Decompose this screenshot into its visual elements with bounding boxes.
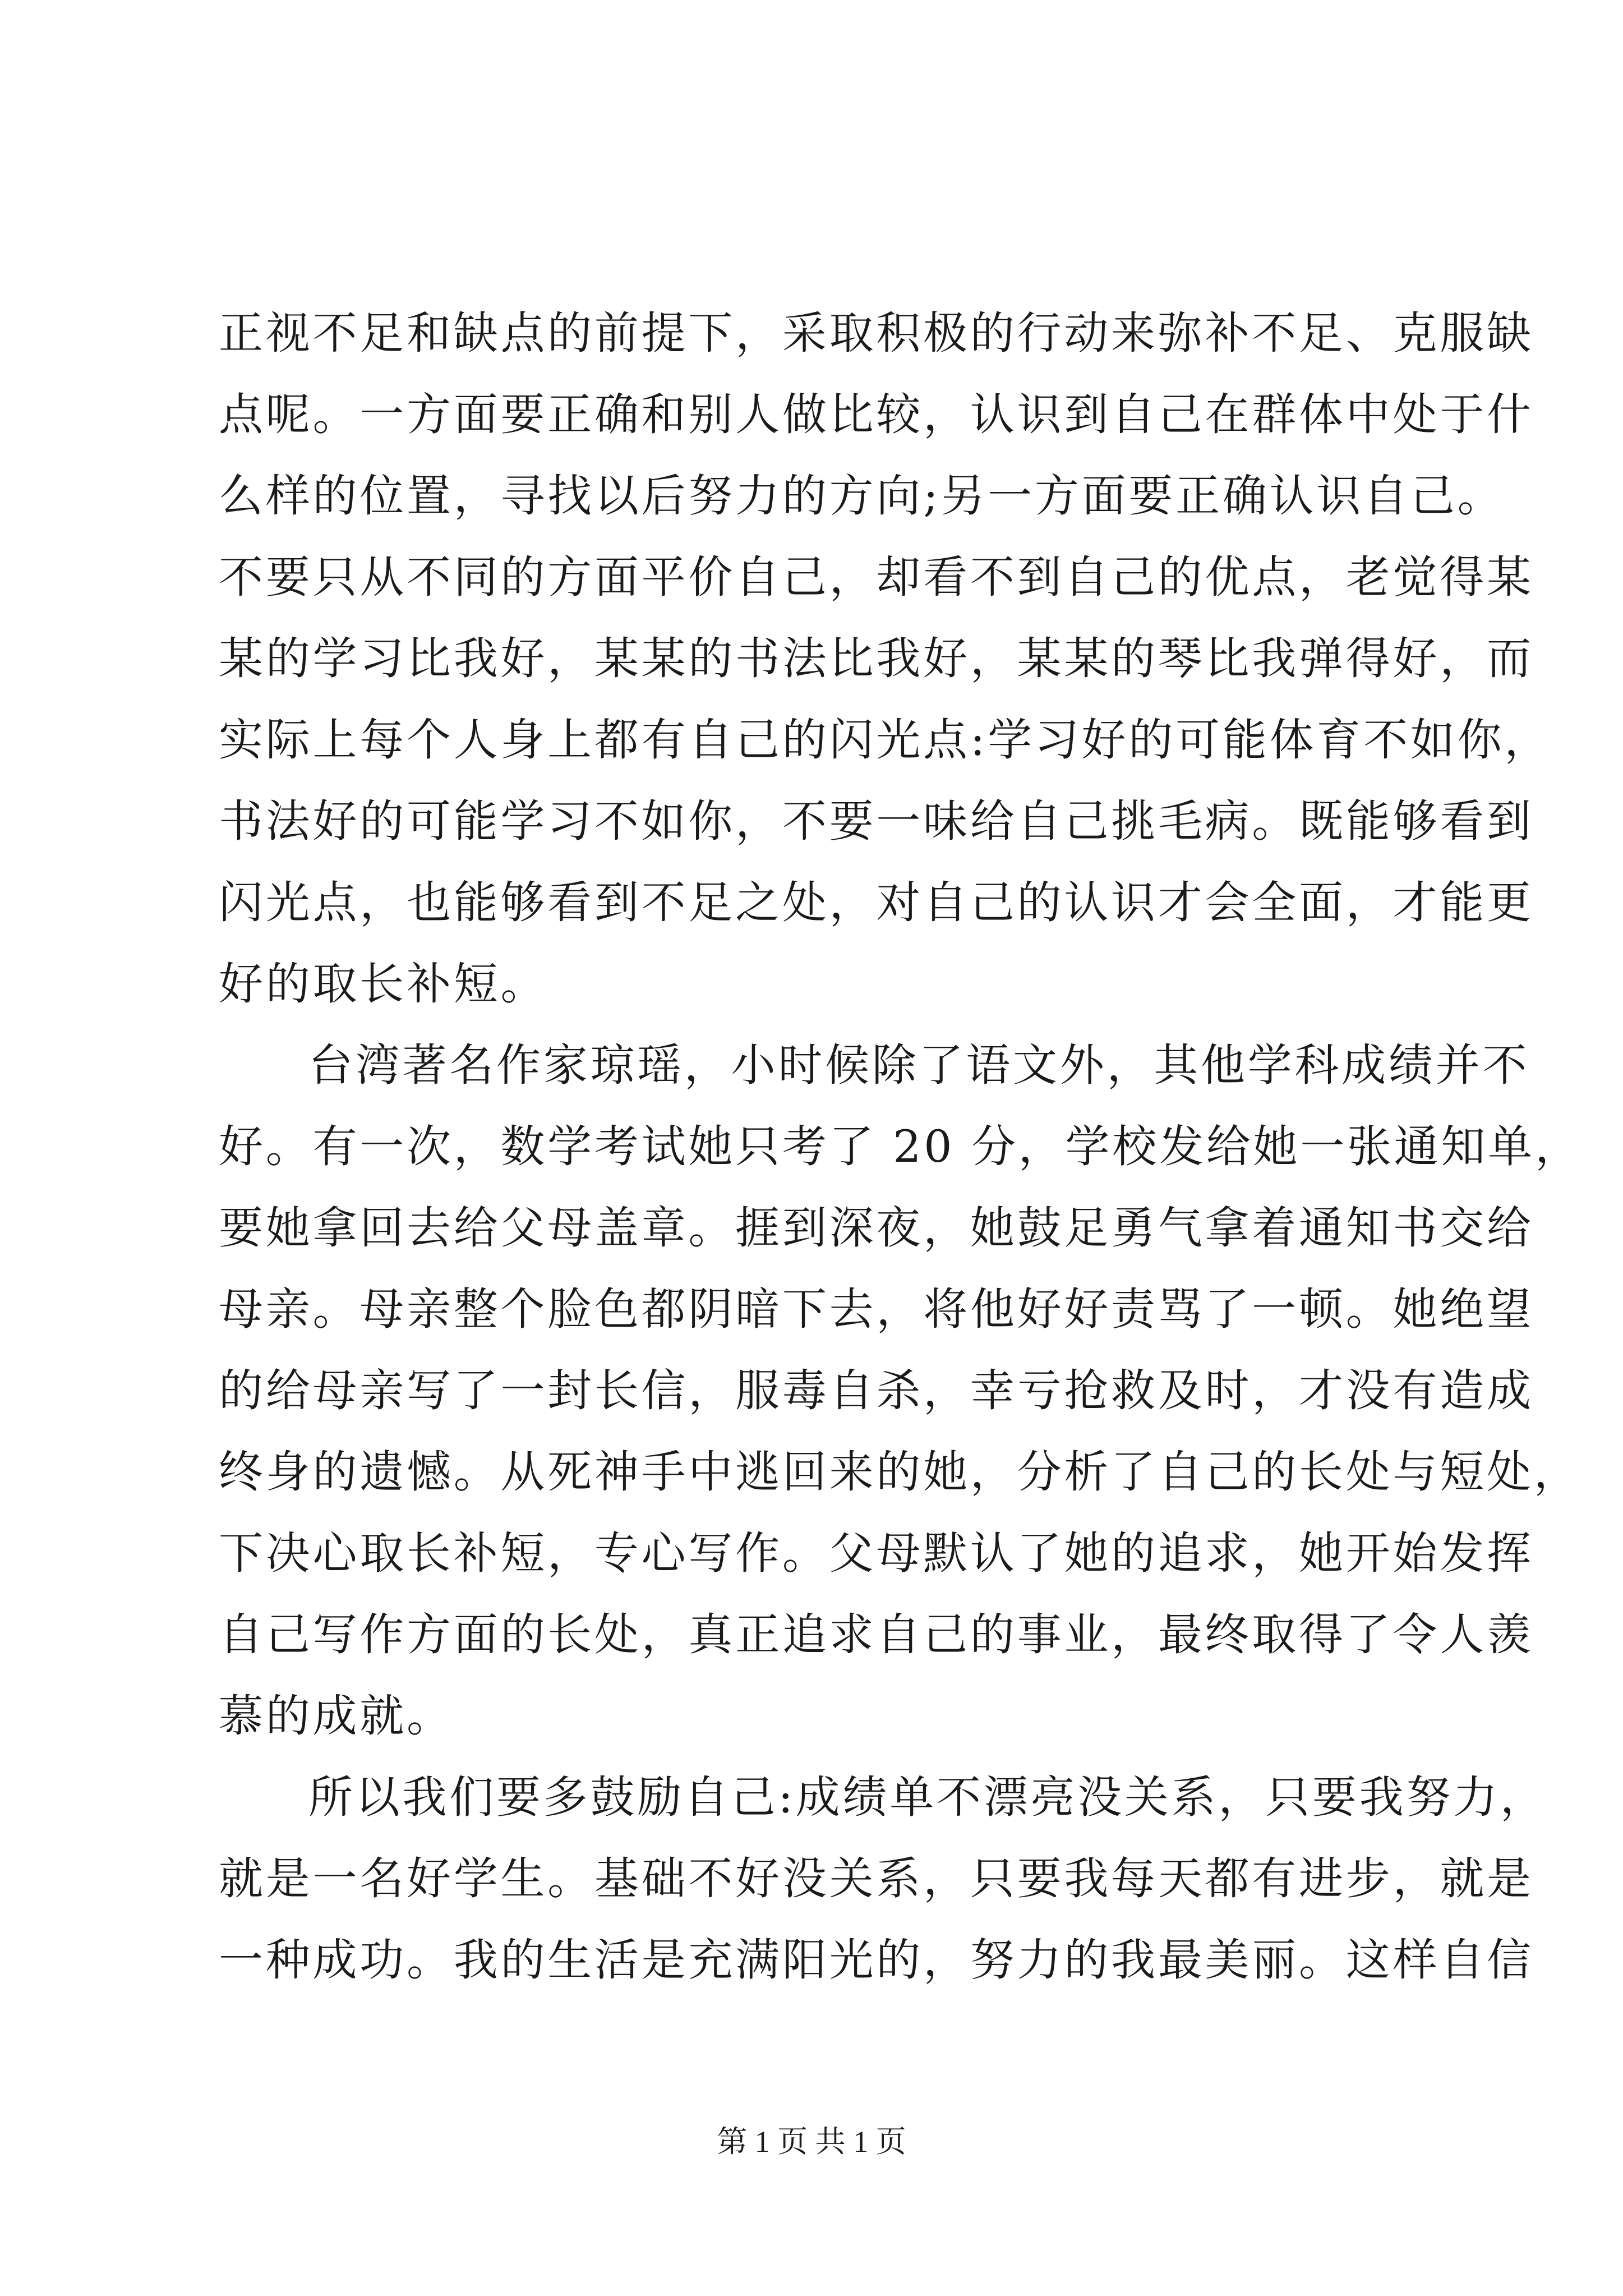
text-line: 不要只从不同的方面平价自己，却看不到自己的优点，老觉得某: [219, 551, 1534, 603]
text-line: 自己写作方面的长处，真正追求自己的事业，最终取得了令人羡: [219, 1609, 1534, 1660]
text-line: 么样的位置，寻找以后努力的方向;另一方面要正确认识自己。: [219, 470, 1505, 522]
text-line: 所以我们要多鼓励自己:成绩单不漂亮没关系，只要我努力，: [308, 1772, 1547, 1823]
text-line: 正视不足和缺点的前提下，采取积极的行动来弥补不足、克服缺: [219, 307, 1534, 359]
page-number-footer: 第 1 页 共 1 页: [717, 2125, 906, 2159]
text-line: 的给母亲写了一封长信，服毒自杀，幸亏抢救及时，才没有造成: [219, 1365, 1534, 1416]
text-line: 要她拿回去给父母盖章。捱到深夜，她鼓足勇气拿着通知书交给: [219, 1202, 1534, 1254]
text-line: 闪光点，也能够看到不足之处，对自己的认识才会全面，才能更: [219, 877, 1534, 928]
text-line: 某的学习比我好，某某的书法比我好，某某的琴比我弹得好，而: [219, 633, 1534, 684]
text-line: 点呢。一方面要正确和别人做比较，认识到自己在群体中处于什: [219, 389, 1534, 440]
text-line: 就是一名好学生。基础不好没关系，只要我每天都有进步，就是: [219, 1853, 1534, 1904]
text-line: 慕的成就。: [219, 1690, 454, 1742]
text-line: 好的取长补短。: [219, 958, 548, 1010]
text-line: 好。有一次，数学考试她只考了 20 分，学校发给她一张通知单，: [219, 1121, 1582, 1172]
text-line: 终身的遗憾。从死神手中逃回来的她，分析了自己的长处与短处，: [219, 1446, 1581, 1498]
text-line: 下决心取长补短，专心写作。父母默认了她的追求，她开始发挥: [219, 1527, 1534, 1579]
text-line: 书法好的可能学习不如你，不要一味给自己挑毛病。既能够看到: [219, 795, 1534, 847]
text-line: 一种成功。我的生活是充满阳光的，努力的我最美丽。这样自信: [219, 1934, 1534, 1986]
text-line: 台湾著名作家琼瑶，小时候除了语文外，其他学科成绩并不: [308, 1039, 1530, 1091]
text-line: 母亲。母亲整个脸色都阴暗下去，将他好好责骂了一顿。她绝望: [219, 1283, 1534, 1335]
text-line: 实际上每个人身上都有自己的闪光点:学习好的可能体育不如你，: [219, 714, 1552, 766]
